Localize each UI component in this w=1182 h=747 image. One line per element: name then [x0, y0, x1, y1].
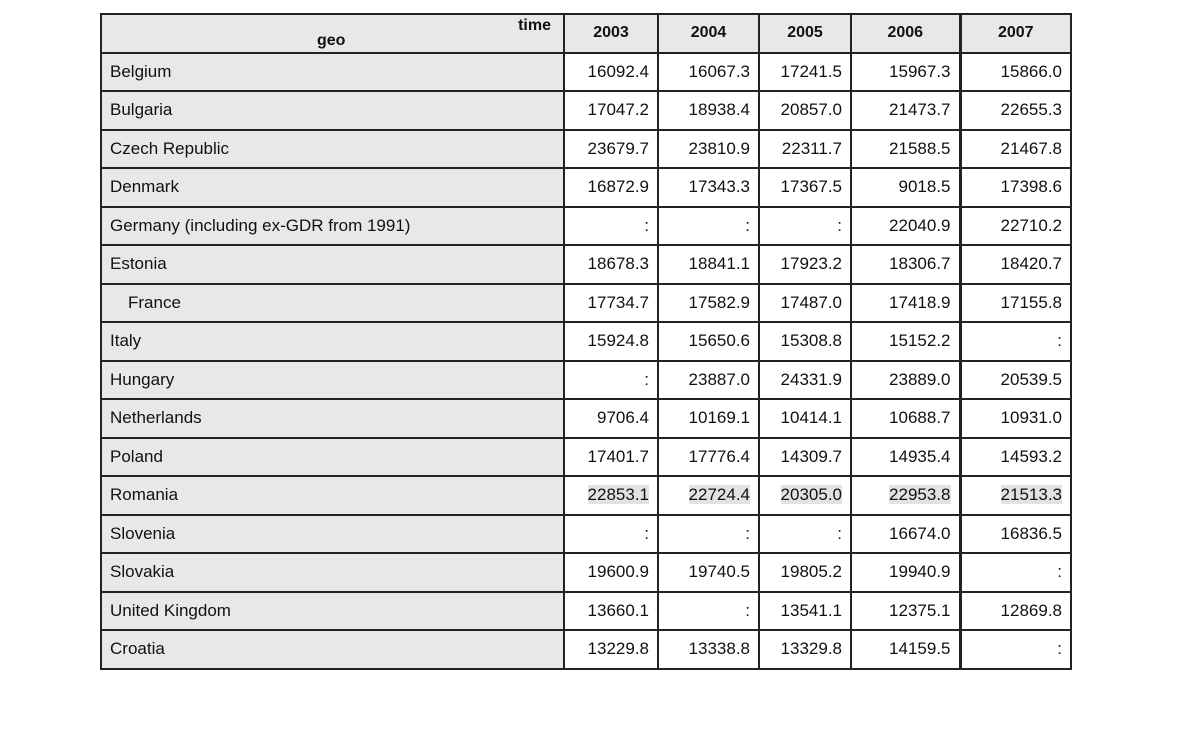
value-cell: 17582.9 [658, 284, 759, 323]
value-cell: 17776.4 [658, 438, 759, 477]
year-header-2006[interactable]: 2006 [851, 14, 960, 53]
value-cell: 16674.0 [851, 515, 960, 554]
value-cell: 17241.5 [759, 53, 851, 92]
header-row [101, 14, 1071, 53]
value-cell: : [564, 515, 658, 554]
value-cell: : [960, 630, 1071, 669]
value-cell: 19600.9 [564, 553, 658, 592]
value-cell: 17418.9 [851, 284, 960, 323]
value-cell: : [960, 322, 1071, 361]
corner-header-cell [101, 14, 564, 53]
value-cell: : [658, 515, 759, 554]
geo-cell[interactable]: United Kingdom [101, 592, 564, 631]
table-row [101, 284, 1071, 323]
value-cell: : [564, 361, 658, 400]
value-cell: 20857.0 [759, 91, 851, 130]
data-table-container [100, 13, 1072, 670]
table-row [101, 553, 1071, 592]
value-cell: 13338.8 [658, 630, 759, 669]
table-row [101, 91, 1071, 130]
value-cell: : [960, 553, 1071, 592]
geo-cell[interactable]: Poland [101, 438, 564, 477]
value-cell: 23887.0 [658, 361, 759, 400]
value-cell: 16836.5 [960, 515, 1071, 554]
value-cell: 13660.1 [564, 592, 658, 631]
value-cell: 9018.5 [851, 168, 960, 207]
value-cell: 19805.2 [759, 553, 851, 592]
table-row [101, 53, 1071, 92]
value-cell: 12375.1 [851, 592, 960, 631]
highlighted-value: 22853.1 [587, 485, 649, 505]
table-row [101, 322, 1071, 361]
year-header-2007[interactable]: 2007 [960, 14, 1071, 53]
value-cell [851, 476, 960, 515]
year-header-2004[interactable]: 2004 [658, 14, 759, 53]
geo-dimension-label: geo [317, 31, 346, 49]
value-cell: 14593.2 [960, 438, 1071, 477]
year-header-2005[interactable]: 2005 [759, 14, 851, 53]
value-cell: 18678.3 [564, 245, 658, 284]
table-row [101, 592, 1071, 631]
table-row [101, 207, 1071, 246]
year-header-2003[interactable]: 2003 [564, 14, 658, 53]
geo-cell[interactable]: Italy [101, 322, 564, 361]
value-cell: 17401.7 [564, 438, 658, 477]
highlighted-value: 21513.3 [1000, 485, 1062, 505]
geo-cell[interactable]: Denmark [101, 168, 564, 207]
table-row [101, 245, 1071, 284]
value-cell: 23679.7 [564, 130, 658, 169]
value-cell: 15152.2 [851, 322, 960, 361]
value-cell: 21473.7 [851, 91, 960, 130]
table-row [101, 361, 1071, 400]
value-cell: 15308.8 [759, 322, 851, 361]
value-cell: 16872.9 [564, 168, 658, 207]
geo-cell[interactable]: Hungary [101, 361, 564, 400]
value-cell: 22710.2 [960, 207, 1071, 246]
geo-cell[interactable]: Slovenia [101, 515, 564, 554]
value-cell [759, 476, 851, 515]
value-cell: 20539.5 [960, 361, 1071, 400]
value-cell: 17398.6 [960, 168, 1071, 207]
geo-cell[interactable]: Estonia [101, 245, 564, 284]
value-cell: 13229.8 [564, 630, 658, 669]
table-row [101, 399, 1071, 438]
table-row [101, 438, 1071, 477]
value-cell [658, 476, 759, 515]
value-cell: 17734.7 [564, 284, 658, 323]
value-cell: 17343.3 [658, 168, 759, 207]
value-cell: 15967.3 [851, 53, 960, 92]
geo-cell[interactable]: Netherlands [101, 399, 564, 438]
value-cell: 16092.4 [564, 53, 658, 92]
value-cell: : [564, 207, 658, 246]
table-row [101, 630, 1071, 669]
value-cell: : [658, 207, 759, 246]
value-cell: 18306.7 [851, 245, 960, 284]
value-cell: 19740.5 [658, 553, 759, 592]
value-cell: 15650.6 [658, 322, 759, 361]
value-cell: 14159.5 [851, 630, 960, 669]
value-cell [960, 476, 1071, 515]
value-cell: : [759, 207, 851, 246]
value-cell [564, 476, 658, 515]
value-cell: 17923.2 [759, 245, 851, 284]
geo-cell[interactable]: Croatia [101, 630, 564, 669]
highlighted-value: 22953.8 [889, 485, 951, 505]
value-cell: 18420.7 [960, 245, 1071, 284]
highlighted-value: 20305.0 [780, 485, 842, 505]
value-cell: 10688.7 [851, 399, 960, 438]
value-cell: : [658, 592, 759, 631]
value-cell: 17367.5 [759, 168, 851, 207]
value-cell: 18841.1 [658, 245, 759, 284]
value-cell: 12869.8 [960, 592, 1071, 631]
value-cell: 15866.0 [960, 53, 1071, 92]
table-row-highlighted [101, 476, 1071, 515]
value-cell: 22040.9 [851, 207, 960, 246]
value-cell: 9706.4 [564, 399, 658, 438]
value-cell: 23889.0 [851, 361, 960, 400]
value-cell: 10169.1 [658, 399, 759, 438]
value-cell: 13329.8 [759, 630, 851, 669]
geo-cell[interactable]: Belgium [101, 53, 564, 92]
highlighted-value: 22724.4 [688, 485, 750, 505]
geo-cell[interactable]: Romania [101, 476, 564, 515]
value-cell: 14309.7 [759, 438, 851, 477]
value-cell: 10414.1 [759, 399, 851, 438]
value-cell: : [759, 515, 851, 554]
value-cell: 22311.7 [759, 130, 851, 169]
value-cell: 17155.8 [960, 284, 1071, 323]
table-row [101, 130, 1071, 169]
value-cell: 13541.1 [759, 592, 851, 631]
value-cell: 23810.9 [658, 130, 759, 169]
value-cell: 17047.2 [564, 91, 658, 130]
time-dimension-label: time [518, 17, 551, 34]
value-cell: 24331.9 [759, 361, 851, 400]
value-cell: 17487.0 [759, 284, 851, 323]
value-cell: 15924.8 [564, 322, 658, 361]
data-table [100, 13, 1072, 670]
value-cell: 22655.3 [960, 91, 1071, 130]
value-cell: 18938.4 [658, 91, 759, 130]
geo-cell[interactable]: Slovakia [101, 553, 564, 592]
geo-cell[interactable]: Germany (including ex-GDR from 1991) [101, 207, 564, 246]
value-cell: 21588.5 [851, 130, 960, 169]
value-cell: 14935.4 [851, 438, 960, 477]
table-row [101, 515, 1071, 554]
value-cell: 16067.3 [658, 53, 759, 92]
geo-cell[interactable]: France [101, 284, 564, 323]
geo-cell[interactable]: Bulgaria [101, 91, 564, 130]
value-cell: 10931.0 [960, 399, 1071, 438]
geo-cell[interactable]: Czech Republic [101, 130, 564, 169]
table-row [101, 168, 1071, 207]
value-cell: 19940.9 [851, 553, 960, 592]
value-cell: 21467.8 [960, 130, 1071, 169]
